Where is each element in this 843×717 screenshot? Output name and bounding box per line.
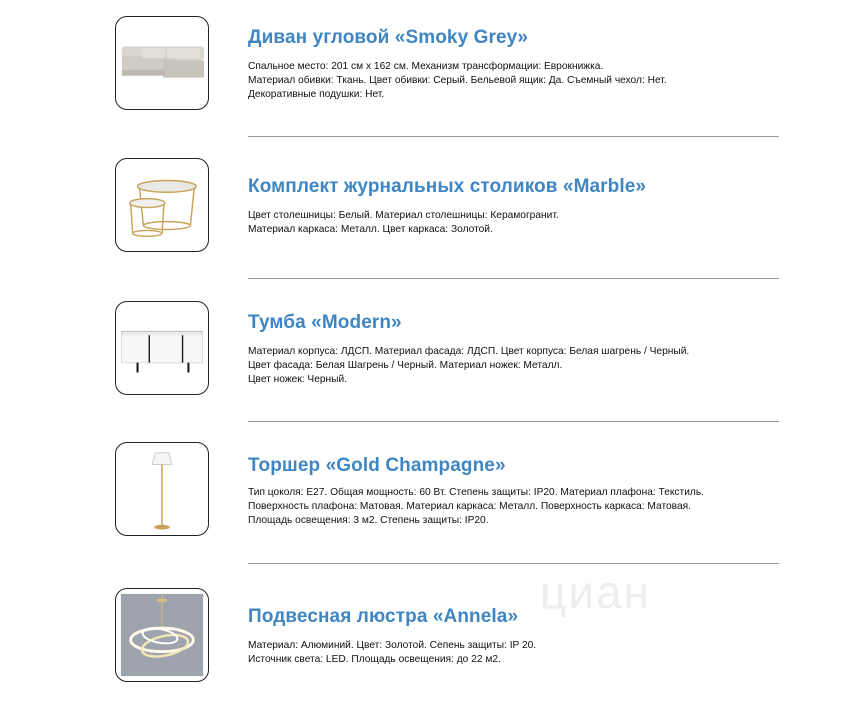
description-line: Поверхность плафона: Матовая. Материал каркаса: Металл. Поверхность каркаса: Матовая. bbox=[248, 501, 691, 513]
divider bbox=[248, 136, 779, 137]
corner-sofa-icon bbox=[116, 17, 208, 109]
description-line: Площадь освещения: 3 м2. Степень защиты: IP20. bbox=[248, 515, 489, 527]
coffee-tables-icon bbox=[116, 159, 208, 251]
product-thumbnail bbox=[115, 158, 209, 252]
description-line: Декоративные подушки: Нет. bbox=[248, 89, 385, 101]
description-line: Материал корпуса: ЛДСП. Материал фасада: ЛДСП. Цвет корпуса: Белая шагрень / Черный. bbox=[248, 346, 690, 357]
description-line: Цвет фасада: Белая Шагрень / Черный. Материал ножек: Металл. bbox=[248, 360, 563, 372]
description-line: Материал обивки: Ткань. Цвет обивки: Серый. Бельевой ящик: Да. Съемный чехол: Нет. bbox=[248, 75, 667, 87]
product-title: Тумба «Modern» bbox=[248, 312, 402, 333]
description-line: Спальное место: 201 см х 162 см. Механизм трансформации: Еврокнижка. bbox=[248, 61, 604, 72]
product-description bbox=[248, 209, 788, 237]
product-thumbnail bbox=[115, 16, 209, 110]
product-description bbox=[248, 60, 788, 103]
pendant-chandelier-icon bbox=[116, 589, 208, 681]
floor-lamp-icon bbox=[116, 443, 208, 535]
product-thumbnail bbox=[115, 442, 209, 536]
description-line: Материал каркаса: Металл. Цвет каркаса: Золотой. bbox=[248, 224, 493, 236]
description-line: Тип цоколя: E27. Общая мощность: 60 Вт. Степень защиты: IP20. Материал плафона: Текстиль. bbox=[248, 487, 704, 498]
description-line: Источник света: LED. Площадь освещения: до 22 м2. bbox=[248, 654, 501, 666]
divider bbox=[248, 563, 779, 564]
product-title: Комплект журнальных столиков «Marble» bbox=[248, 176, 647, 197]
product-thumbnail bbox=[115, 588, 209, 682]
divider bbox=[248, 421, 779, 422]
product-thumbnail bbox=[115, 301, 209, 395]
divider bbox=[248, 278, 779, 279]
product-description bbox=[248, 345, 788, 388]
product-description bbox=[248, 639, 788, 667]
product-description bbox=[248, 486, 788, 529]
watermark: циан bbox=[540, 566, 652, 618]
product-title: Подвесная люстра «Annela» bbox=[248, 606, 519, 627]
tv-cabinet-icon bbox=[116, 302, 208, 394]
description-line: Материал: Алюминий. Цвет: Золотой. Сепень защиты: IP 20. bbox=[248, 640, 537, 651]
product-title: Торшер «Gold Champagne» bbox=[248, 455, 506, 476]
description-line: Цвет ножек: Черный. bbox=[248, 374, 348, 386]
description-line: Цвет столешницы: Белый. Материал столешницы: Керамогранит. bbox=[248, 210, 559, 221]
product-title: Диван угловой «Smoky Grey» bbox=[248, 27, 529, 48]
